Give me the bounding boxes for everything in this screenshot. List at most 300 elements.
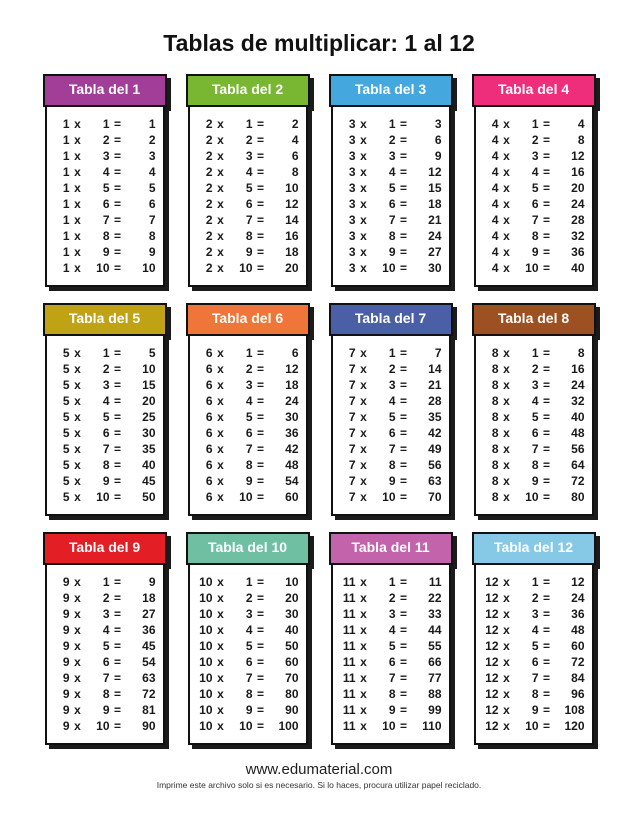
table-title: Tabla del 7 bbox=[354, 310, 427, 326]
multiplier: 1 bbox=[531, 575, 539, 589]
multiplication-row bbox=[478, 409, 586, 425]
multiplication-row bbox=[49, 670, 157, 686]
multiplication-row bbox=[192, 686, 300, 702]
equals-sign: = bbox=[542, 426, 550, 440]
equals-sign: = bbox=[113, 426, 121, 440]
equals-sign: = bbox=[113, 165, 121, 179]
times-sign: x bbox=[503, 655, 510, 669]
multiplication-row bbox=[335, 622, 443, 638]
multiplication-row bbox=[478, 116, 586, 132]
multiplier: 6 bbox=[388, 655, 396, 669]
multiplicand: 7 bbox=[348, 426, 356, 440]
product: 14 bbox=[428, 362, 442, 376]
multiplicand: 8 bbox=[491, 458, 499, 472]
times-sign: x bbox=[360, 394, 367, 408]
times-sign: x bbox=[503, 719, 510, 733]
product: 16 bbox=[571, 362, 585, 376]
times-sign: x bbox=[217, 213, 224, 227]
times-sign: x bbox=[503, 490, 510, 504]
multiplicand: 11 bbox=[342, 671, 356, 685]
equals-sign: = bbox=[113, 703, 121, 717]
multiplication-row bbox=[192, 393, 300, 409]
multiplicand: 10 bbox=[199, 639, 213, 653]
times-sign: x bbox=[503, 261, 510, 275]
times-sign: x bbox=[217, 474, 224, 488]
times-sign: x bbox=[217, 181, 224, 195]
product: 48 bbox=[571, 426, 585, 440]
multiplier: 1 bbox=[102, 346, 110, 360]
product: 54 bbox=[142, 655, 156, 669]
product: 27 bbox=[428, 245, 442, 259]
table-header bbox=[472, 303, 596, 336]
times-sign: x bbox=[217, 442, 224, 456]
table-title: Tabla del 10 bbox=[207, 539, 288, 555]
multiplicand: 5 bbox=[62, 458, 70, 472]
equals-sign: = bbox=[399, 458, 407, 472]
multiplicand: 9 bbox=[62, 655, 70, 669]
multiplicand: 2 bbox=[205, 117, 213, 131]
equals-sign: = bbox=[399, 607, 407, 621]
times-sign: x bbox=[74, 117, 81, 131]
multiplicand: 1 bbox=[62, 213, 70, 227]
multiplication-row bbox=[478, 260, 586, 276]
times-sign: x bbox=[74, 394, 81, 408]
times-sign: x bbox=[217, 490, 224, 504]
times-sign: x bbox=[217, 229, 224, 243]
multiplicand: 8 bbox=[491, 410, 499, 424]
multiplier: 5 bbox=[102, 410, 110, 424]
multiplier: 6 bbox=[531, 655, 539, 669]
multiplicand: 7 bbox=[348, 490, 356, 504]
times-sign: x bbox=[503, 623, 510, 637]
multiplicand: 12 bbox=[485, 607, 499, 621]
times-sign: x bbox=[503, 410, 510, 424]
multiplication-row bbox=[49, 622, 157, 638]
equals-sign: = bbox=[399, 117, 407, 131]
product: 5 bbox=[148, 346, 156, 360]
multiplication-row bbox=[478, 164, 586, 180]
times-sign: x bbox=[503, 133, 510, 147]
equals-sign: = bbox=[256, 639, 264, 653]
equals-sign: = bbox=[113, 607, 121, 621]
multiplicand: 8 bbox=[491, 378, 499, 392]
equals-sign: = bbox=[399, 719, 407, 733]
product: 81 bbox=[142, 703, 156, 717]
times-sign: x bbox=[217, 426, 224, 440]
product: 50 bbox=[285, 639, 299, 653]
times-sign: x bbox=[217, 671, 224, 685]
table-header bbox=[43, 532, 167, 565]
times-sign: x bbox=[360, 149, 367, 163]
multiplicand: 5 bbox=[62, 490, 70, 504]
product: 10 bbox=[285, 181, 299, 195]
multiplier: 3 bbox=[388, 378, 396, 392]
equals-sign: = bbox=[399, 346, 407, 360]
product: 120 bbox=[564, 719, 585, 733]
multiplier: 4 bbox=[531, 623, 539, 637]
multiplicand: 10 bbox=[199, 655, 213, 669]
multiplication-row bbox=[335, 489, 443, 505]
product: 6 bbox=[434, 133, 442, 147]
times-sign: x bbox=[217, 607, 224, 621]
multiplication-row bbox=[478, 622, 586, 638]
multiplier: 1 bbox=[102, 117, 110, 131]
product: 20 bbox=[285, 591, 299, 605]
times-sign: x bbox=[74, 575, 81, 589]
multiplier: 5 bbox=[388, 639, 396, 653]
table-title: Tabla del 9 bbox=[68, 539, 141, 555]
multiplication-row bbox=[335, 228, 443, 244]
multiplier: 2 bbox=[388, 591, 396, 605]
times-sign: x bbox=[360, 655, 367, 669]
multiplication-row bbox=[335, 116, 443, 132]
multiplicand: 2 bbox=[205, 165, 213, 179]
times-sign: x bbox=[74, 607, 81, 621]
multiplication-row bbox=[192, 441, 300, 457]
product: 40 bbox=[571, 410, 585, 424]
product: 24 bbox=[428, 229, 442, 243]
multiplicand: 1 bbox=[62, 229, 70, 243]
multiplier: 1 bbox=[388, 575, 396, 589]
equals-sign: = bbox=[542, 197, 550, 211]
equals-sign: = bbox=[256, 181, 264, 195]
table-header bbox=[43, 74, 167, 107]
multiplier: 8 bbox=[102, 229, 110, 243]
multiplicand: 1 bbox=[62, 245, 70, 259]
multiplication-row bbox=[478, 686, 586, 702]
equals-sign: = bbox=[399, 213, 407, 227]
multiplication-row bbox=[335, 718, 443, 734]
times-sign: x bbox=[503, 607, 510, 621]
equals-sign: = bbox=[256, 474, 264, 488]
times-sign: x bbox=[503, 458, 510, 472]
product: 60 bbox=[285, 490, 299, 504]
multiplicand: 8 bbox=[491, 362, 499, 376]
equals-sign: = bbox=[256, 261, 264, 275]
product: 24 bbox=[571, 197, 585, 211]
equals-sign: = bbox=[256, 245, 264, 259]
product: 99 bbox=[428, 703, 442, 717]
multiplication-row bbox=[335, 260, 443, 276]
multiplication-row bbox=[478, 670, 586, 686]
multiplicand: 5 bbox=[62, 394, 70, 408]
multiplier: 8 bbox=[245, 229, 253, 243]
multiplication-row bbox=[49, 132, 157, 148]
table-body bbox=[331, 334, 451, 516]
equals-sign: = bbox=[113, 623, 121, 637]
multiplier: 1 bbox=[531, 117, 539, 131]
multiplier: 2 bbox=[102, 362, 110, 376]
times-sign: x bbox=[360, 719, 367, 733]
equals-sign: = bbox=[256, 346, 264, 360]
multiplicand: 9 bbox=[62, 607, 70, 621]
product: 8 bbox=[148, 229, 156, 243]
multiplier: 1 bbox=[531, 346, 539, 360]
multiplier: 2 bbox=[245, 133, 253, 147]
multiplicand: 9 bbox=[62, 687, 70, 701]
product: 54 bbox=[285, 474, 299, 488]
multiplication-row bbox=[478, 393, 586, 409]
product: 108 bbox=[564, 703, 585, 717]
multiplicand: 11 bbox=[342, 639, 356, 653]
times-sign: x bbox=[74, 181, 81, 195]
product: 66 bbox=[428, 655, 442, 669]
multiplication-row bbox=[192, 228, 300, 244]
multiplication-row bbox=[49, 654, 157, 670]
multiplier: 4 bbox=[531, 394, 539, 408]
multiplication-row bbox=[335, 196, 443, 212]
product: 10 bbox=[142, 362, 156, 376]
multiplicand: 4 bbox=[491, 261, 499, 275]
times-sign: x bbox=[360, 410, 367, 424]
multiplier: 6 bbox=[245, 655, 253, 669]
table-body bbox=[188, 105, 308, 287]
equals-sign: = bbox=[399, 671, 407, 685]
multiplicand: 10 bbox=[199, 687, 213, 701]
multiplication-row bbox=[49, 164, 157, 180]
product: 84 bbox=[571, 671, 585, 685]
multiplication-row bbox=[192, 132, 300, 148]
equals-sign: = bbox=[256, 426, 264, 440]
table-body bbox=[331, 563, 451, 745]
multiplicand: 3 bbox=[348, 117, 356, 131]
multiplier: 9 bbox=[531, 474, 539, 488]
multiplier: 3 bbox=[388, 607, 396, 621]
times-sign: x bbox=[74, 490, 81, 504]
times-sign: x bbox=[217, 245, 224, 259]
multiplier: 4 bbox=[245, 394, 253, 408]
multiplicand: 1 bbox=[62, 149, 70, 163]
product: 90 bbox=[285, 703, 299, 717]
times-sign: x bbox=[74, 655, 81, 669]
multiplication-row bbox=[335, 457, 443, 473]
multiplicand: 7 bbox=[348, 346, 356, 360]
multiplication-row bbox=[335, 473, 443, 489]
multiplier: 1 bbox=[102, 575, 110, 589]
times-sign: x bbox=[360, 639, 367, 653]
equals-sign: = bbox=[256, 165, 264, 179]
equals-sign: = bbox=[542, 575, 550, 589]
multiplier: 2 bbox=[531, 591, 539, 605]
multiplicand: 12 bbox=[485, 671, 499, 685]
times-sign: x bbox=[74, 671, 81, 685]
equals-sign: = bbox=[542, 639, 550, 653]
product: 9 bbox=[148, 575, 156, 589]
multiplication-row bbox=[335, 244, 443, 260]
multiplication-row bbox=[49, 361, 157, 377]
multiplication-row bbox=[478, 574, 586, 590]
multiplier: 4 bbox=[245, 165, 253, 179]
multiplicand: 10 bbox=[199, 623, 213, 637]
times-sign: x bbox=[217, 117, 224, 131]
equals-sign: = bbox=[542, 245, 550, 259]
product: 18 bbox=[142, 591, 156, 605]
multiplicand: 9 bbox=[62, 719, 70, 733]
table-title: Tabla del 12 bbox=[493, 539, 574, 555]
multiplication-table-card bbox=[43, 303, 167, 516]
multiplication-row bbox=[49, 686, 157, 702]
product: 6 bbox=[148, 197, 156, 211]
product: 48 bbox=[285, 458, 299, 472]
table-header bbox=[472, 532, 596, 565]
product: 30 bbox=[142, 426, 156, 440]
product: 20 bbox=[142, 394, 156, 408]
multiplier: 4 bbox=[102, 165, 110, 179]
multiplicand: 5 bbox=[62, 346, 70, 360]
times-sign: x bbox=[360, 261, 367, 275]
product: 45 bbox=[142, 639, 156, 653]
multiplier: 2 bbox=[388, 133, 396, 147]
multiplier: 6 bbox=[102, 426, 110, 440]
equals-sign: = bbox=[399, 133, 407, 147]
product: 4 bbox=[577, 117, 585, 131]
times-sign: x bbox=[503, 378, 510, 392]
times-sign: x bbox=[360, 575, 367, 589]
multiplicand: 7 bbox=[348, 378, 356, 392]
product: 56 bbox=[428, 458, 442, 472]
multiplication-row bbox=[49, 425, 157, 441]
multiplication-table-card bbox=[329, 74, 453, 287]
equals-sign: = bbox=[256, 197, 264, 211]
times-sign: x bbox=[360, 229, 367, 243]
equals-sign: = bbox=[399, 442, 407, 456]
product: 3 bbox=[434, 117, 442, 131]
product: 88 bbox=[428, 687, 442, 701]
multiplier: 8 bbox=[531, 458, 539, 472]
multiplicand: 4 bbox=[491, 133, 499, 147]
multiplier: 7 bbox=[245, 442, 253, 456]
table-header bbox=[186, 74, 310, 107]
table-header bbox=[329, 303, 453, 336]
times-sign: x bbox=[360, 362, 367, 376]
multiplication-row bbox=[192, 574, 300, 590]
equals-sign: = bbox=[542, 474, 550, 488]
product: 110 bbox=[422, 719, 442, 733]
multiplicand: 3 bbox=[348, 197, 356, 211]
times-sign: x bbox=[360, 623, 367, 637]
equals-sign: = bbox=[256, 458, 264, 472]
product: 48 bbox=[571, 623, 585, 637]
multiplication-row bbox=[478, 606, 586, 622]
times-sign: x bbox=[217, 378, 224, 392]
product: 30 bbox=[285, 607, 299, 621]
multiplier: 4 bbox=[245, 623, 253, 637]
multiplication-row bbox=[478, 425, 586, 441]
product: 18 bbox=[285, 378, 299, 392]
table-title: Tabla del 2 bbox=[211, 81, 284, 97]
table-body bbox=[474, 105, 594, 287]
times-sign: x bbox=[503, 245, 510, 259]
multiplicand: 7 bbox=[348, 442, 356, 456]
table-header bbox=[186, 532, 310, 565]
table-header bbox=[329, 532, 453, 565]
equals-sign: = bbox=[113, 229, 121, 243]
product: 70 bbox=[428, 490, 442, 504]
multiplication-row bbox=[335, 212, 443, 228]
multiplicand: 12 bbox=[485, 655, 499, 669]
multiplier: 1 bbox=[388, 117, 396, 131]
times-sign: x bbox=[360, 378, 367, 392]
table-title: Tabla del 4 bbox=[497, 81, 570, 97]
multiplicand: 8 bbox=[491, 394, 499, 408]
multiplicand: 11 bbox=[342, 703, 356, 717]
table-body bbox=[45, 105, 165, 287]
times-sign: x bbox=[217, 458, 224, 472]
product: 27 bbox=[142, 607, 156, 621]
equals-sign: = bbox=[113, 378, 121, 392]
multiplication-row bbox=[192, 409, 300, 425]
multiplication-row bbox=[192, 718, 300, 734]
multiplicand: 2 bbox=[205, 133, 213, 147]
multiplicand: 11 bbox=[342, 575, 356, 589]
multiplier: 4 bbox=[388, 165, 396, 179]
equals-sign: = bbox=[399, 261, 407, 275]
multiplier: 10 bbox=[239, 719, 253, 733]
multiplication-row bbox=[478, 132, 586, 148]
product: 72 bbox=[142, 687, 156, 701]
multiplication-row bbox=[478, 638, 586, 654]
equals-sign: = bbox=[256, 607, 264, 621]
equals-sign: = bbox=[399, 474, 407, 488]
times-sign: x bbox=[360, 117, 367, 131]
multiplication-row bbox=[478, 361, 586, 377]
equals-sign: = bbox=[113, 474, 121, 488]
equals-sign: = bbox=[256, 687, 264, 701]
product: 9 bbox=[434, 149, 442, 163]
multiplication-row bbox=[192, 654, 300, 670]
equals-sign: = bbox=[542, 362, 550, 376]
multiplier: 9 bbox=[388, 474, 396, 488]
multiplicand: 9 bbox=[62, 671, 70, 685]
times-sign: x bbox=[74, 703, 81, 717]
times-sign: x bbox=[217, 703, 224, 717]
multiplication-row bbox=[49, 148, 157, 164]
equals-sign: = bbox=[542, 490, 550, 504]
multiplier: 2 bbox=[245, 591, 253, 605]
multiplication-row bbox=[49, 606, 157, 622]
multiplicand: 12 bbox=[485, 623, 499, 637]
multiplier: 10 bbox=[96, 261, 110, 275]
equals-sign: = bbox=[113, 575, 121, 589]
times-sign: x bbox=[217, 197, 224, 211]
times-sign: x bbox=[360, 703, 367, 717]
multiplier: 7 bbox=[245, 671, 253, 685]
multiplication-row bbox=[335, 377, 443, 393]
times-sign: x bbox=[360, 346, 367, 360]
equals-sign: = bbox=[399, 426, 407, 440]
multiplier: 9 bbox=[388, 703, 396, 717]
multiplier: 3 bbox=[245, 607, 253, 621]
multiplier: 3 bbox=[102, 149, 110, 163]
equals-sign: = bbox=[256, 490, 264, 504]
equals-sign: = bbox=[399, 378, 407, 392]
multiplicand: 6 bbox=[205, 378, 213, 392]
equals-sign: = bbox=[542, 394, 550, 408]
multiplication-row bbox=[49, 244, 157, 260]
times-sign: x bbox=[503, 149, 510, 163]
multiplier: 4 bbox=[388, 623, 396, 637]
times-sign: x bbox=[74, 458, 81, 472]
product: 28 bbox=[571, 213, 585, 227]
equals-sign: = bbox=[256, 362, 264, 376]
multiplication-row bbox=[335, 361, 443, 377]
multiplier: 5 bbox=[531, 639, 539, 653]
equals-sign: = bbox=[256, 378, 264, 392]
product: 21 bbox=[428, 378, 442, 392]
multiplication-row bbox=[192, 212, 300, 228]
multiplicand: 7 bbox=[348, 394, 356, 408]
multiplier: 10 bbox=[239, 261, 253, 275]
